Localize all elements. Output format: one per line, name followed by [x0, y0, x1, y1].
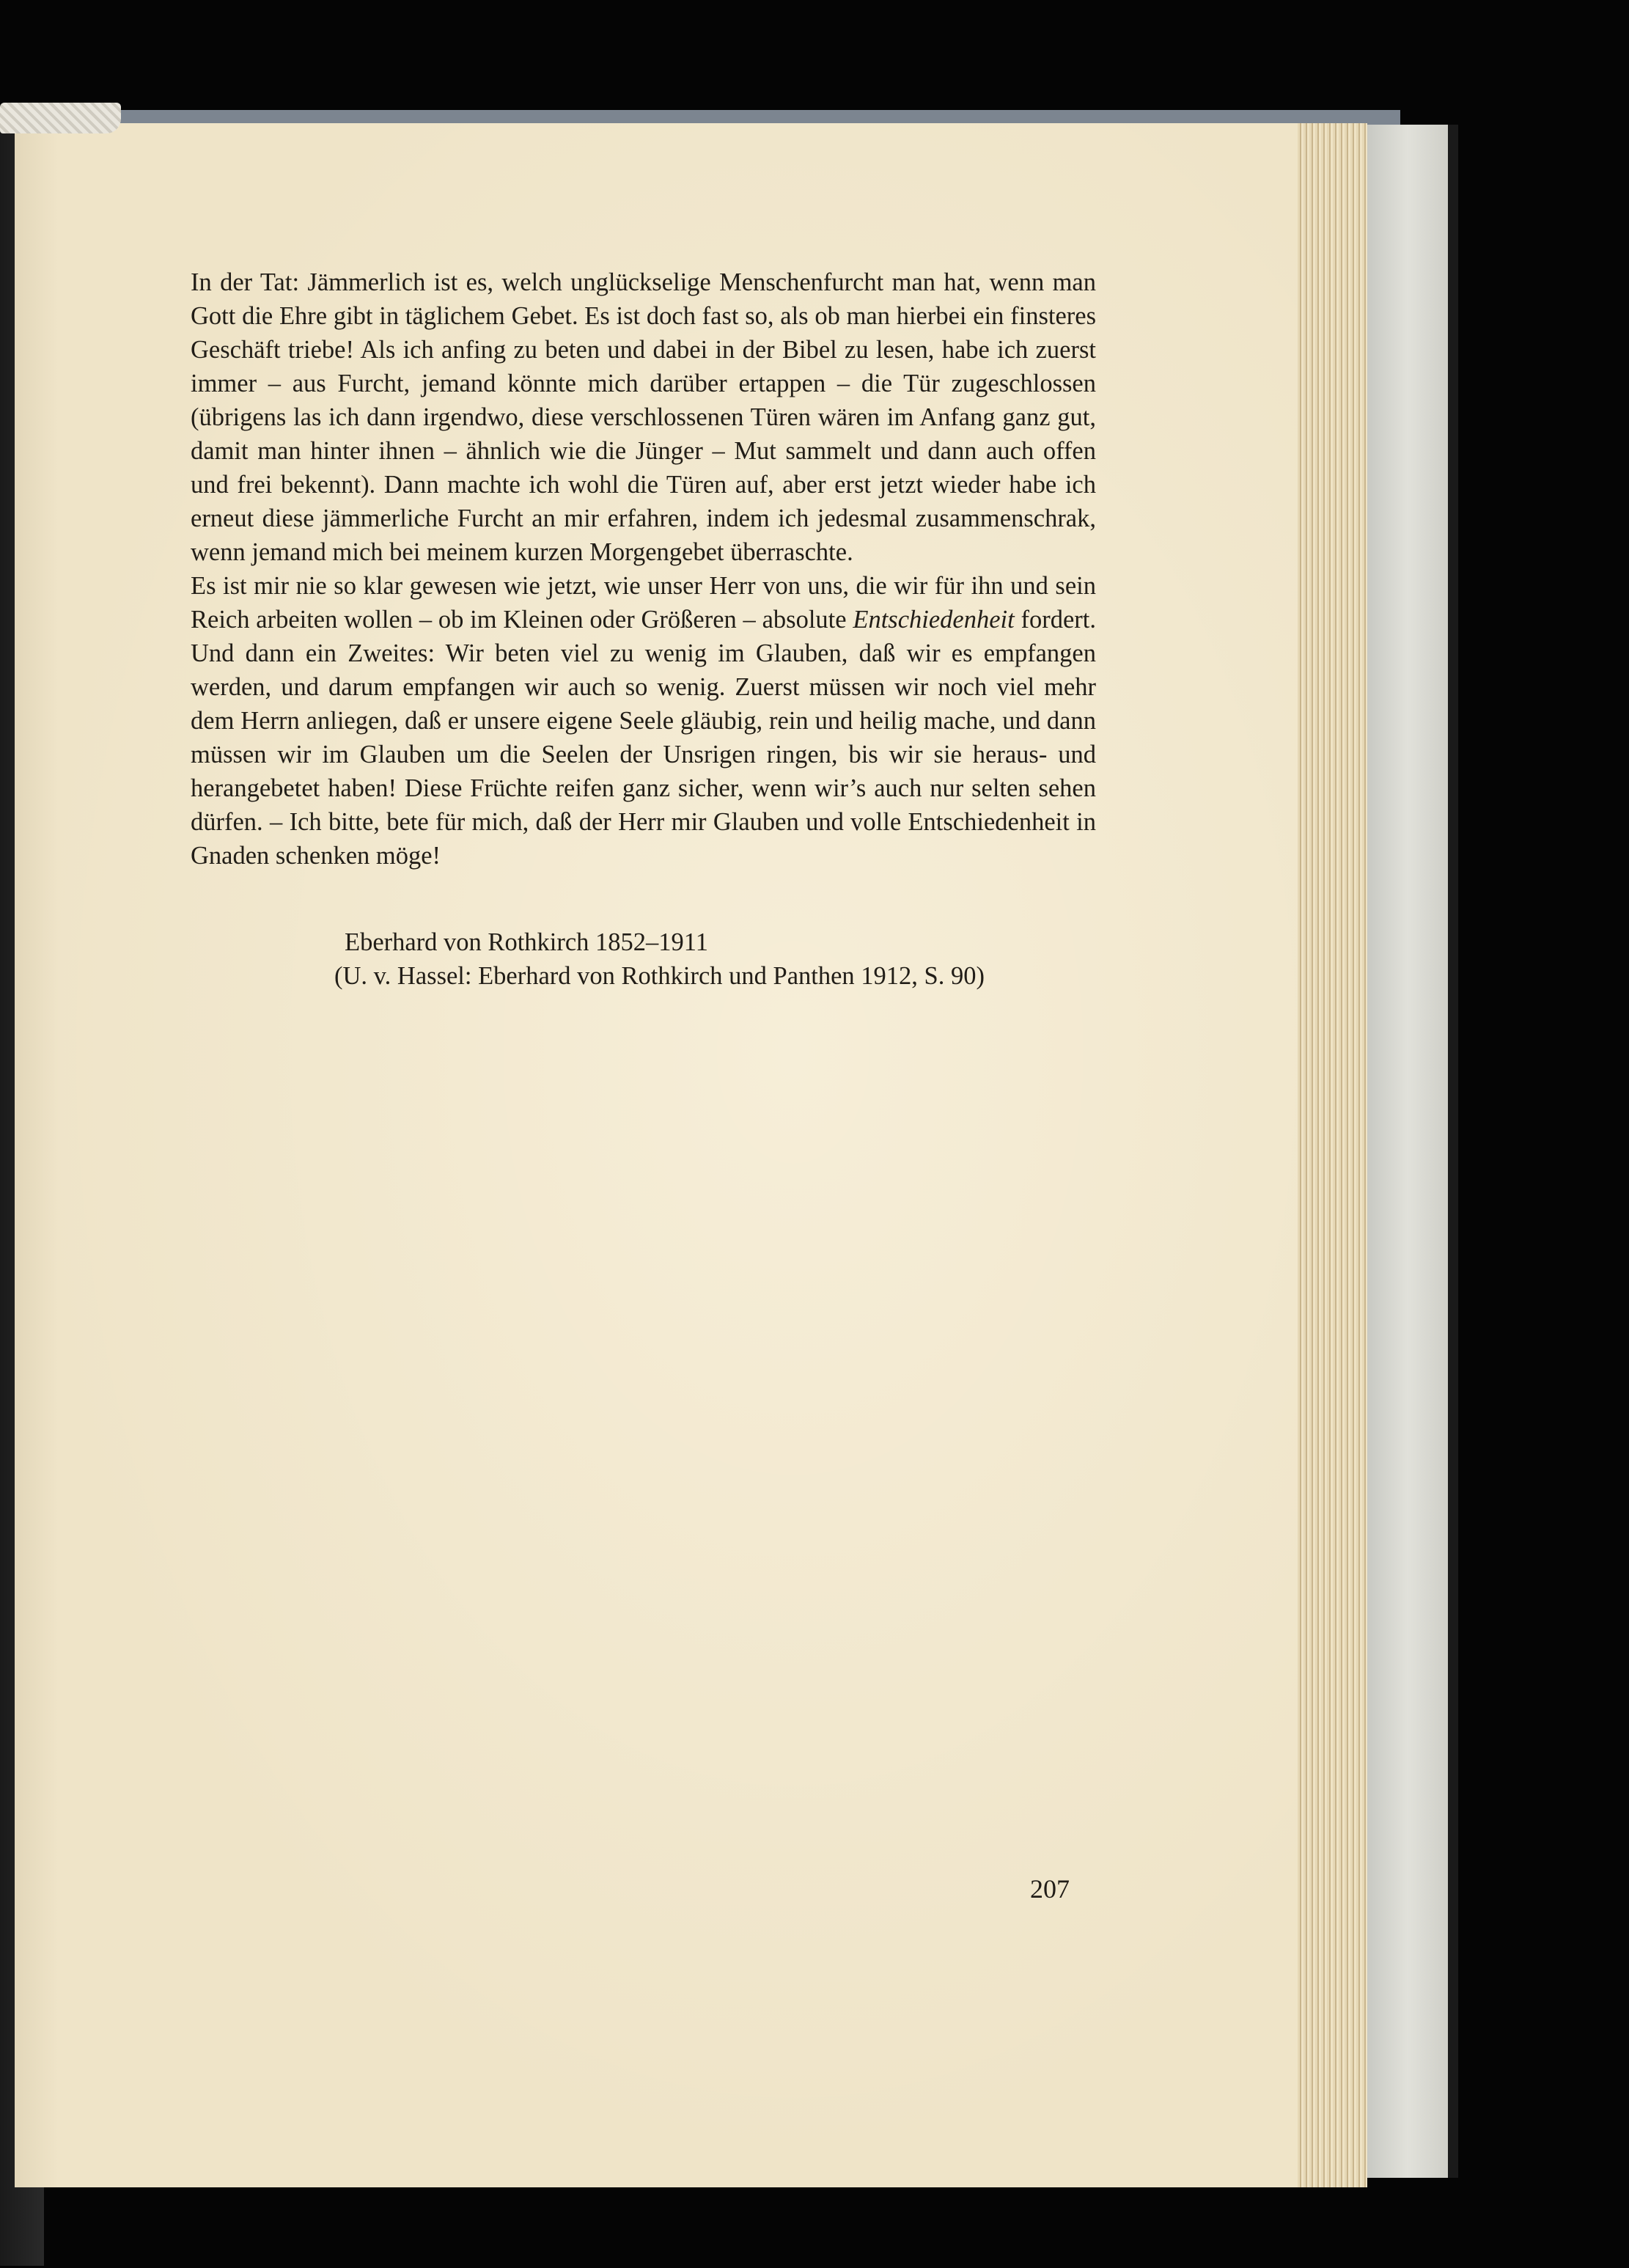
paragraph-2: [191, 569, 1096, 873]
signature-block: [334, 925, 985, 993]
page-block-edges: [1298, 123, 1367, 2187]
paragraph-2-start: Es ist mir nie so klar gewesen wie jetzt, wie unser Herr von uns, die wir für ihn und sein Reich arbeiten wollen – ob im Kleinen oder Größeren – absolute: [191, 572, 1096, 634]
book-back-cover: [1367, 125, 1448, 2178]
signature-source: (U. v. Hassel: Eberhard von Rothkirch und Panthen 1912, S. 90): [334, 962, 985, 990]
book-back-cover-shadow: [1448, 125, 1458, 2178]
body-text: [191, 265, 1096, 873]
paragraph-1: In der Tat: Jämmerlich ist es, welch unglückselige Menschenfurcht man hat, wenn man Gott die Ehre gibt in täglichem Gebet. Es ist doch fast so, als ob man hierbei ein finsteres Geschäft triebe! Als ich anfing zu beten und dabei in der Bibel zu lesen, habe ich zuerst immer – aus Furcht, jemand könnte mich darüber ertappen – die Tür zugeschlossen (übrigens las ich dann irgendwo, diese verschlossenen Türen wären im Anfang ganz gut, damit man hinter ihnen – ähnlich wie die Jünger – Mut sammelt und dann auch offen und frei bekennt). Dann machte ich wohl die Türen auf, aber erst jetzt wieder habe ich erneut diese jämmerliche Furcht an mir erfahren, indem ich jedesmal zusammenschrak, wenn jemand mich bei meinem kurzen Morgengebet überraschte.: [191, 268, 1096, 566]
page-number: 207: [1030, 1874, 1070, 1904]
paragraph-2-emphasis: Entschiedenheit: [853, 606, 1015, 634]
paragraph-2-end: fordert. Und dann ein Zweites: Wir beten viel zu wenig im Glauben, daß wir es empfangen werden, und darum empfangen wir auch so wenig. Zuerst müssen wir noch viel mehr dem Herrn anliegen, daß er unsere eigene Seele gläubig, rein und heilig mache, und dann müssen wir im Glauben um die Seelen der Unsrigen ringen, bis wir sie heraus- und herangebetet haben! Diese Früchte reifen ganz sicher, wenn wir’s auch nur selten sehen dürfen. – Ich bitte, bete für mich, daß der Herr mir Glauben und volle Entschiedenheit in Gnaden schenken möge!: [191, 606, 1097, 870]
ribbon-bookmark: [0, 103, 121, 133]
signature-name: Eberhard von Rothkirch 1852–1911: [345, 928, 709, 956]
